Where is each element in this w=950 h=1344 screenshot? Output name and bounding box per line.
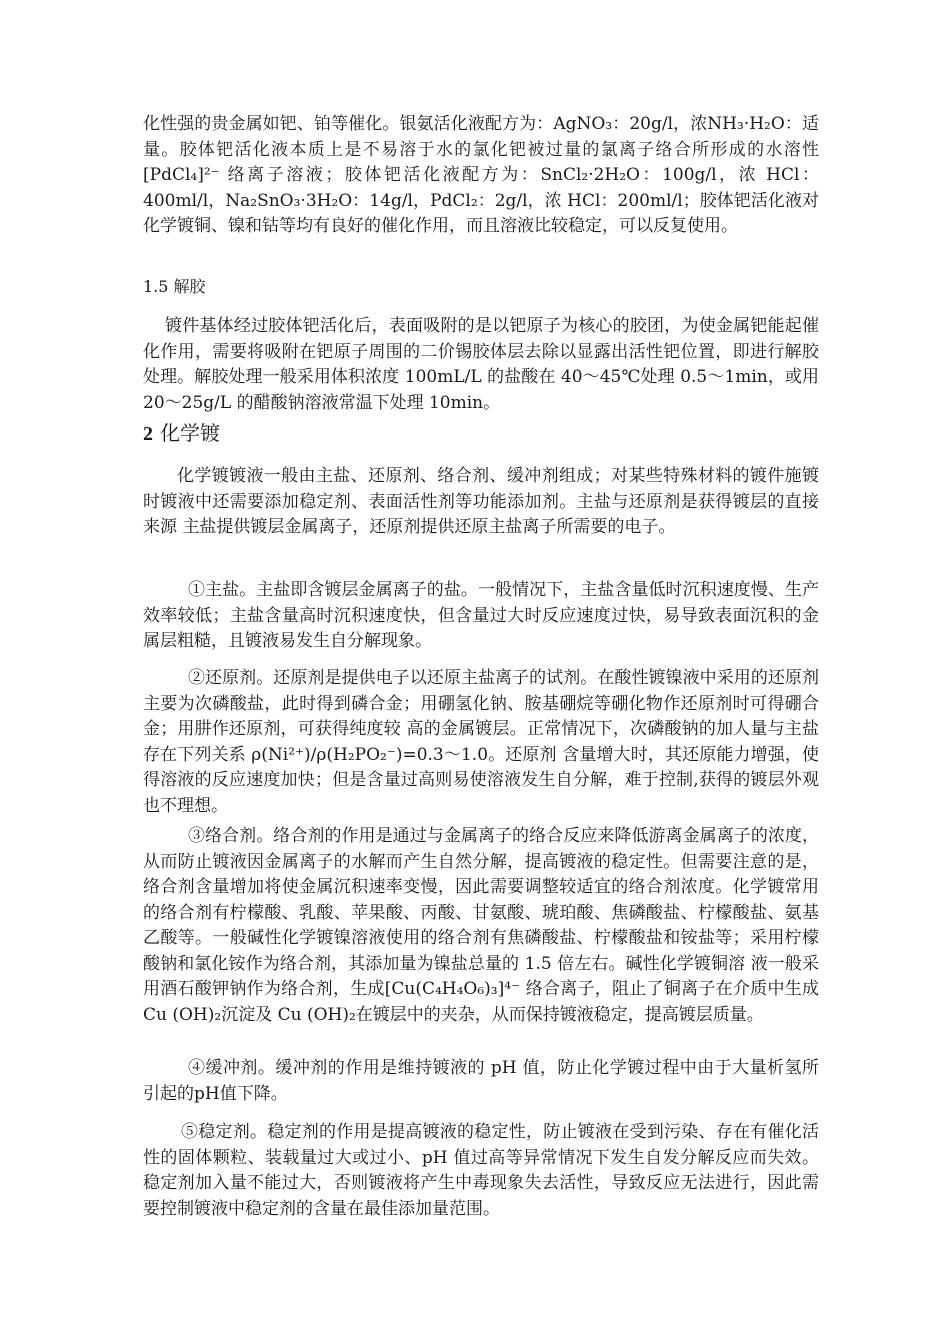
- paragraph-reducer: ②还原剂。还原剂是提供电子以还原主盐离子的试剂。在酸性镀镍液中采用的还原剂主要为次磷酸盐，此时得到磷合金；用硼氢化钠、胺基硼烷等硼化物作还原剂时可得硼合金；用肼作还原剂，可获得纯度较 高的金属镀层。正常情况下，次磷酸钠的加人量与主盐存在下列关系 ρ(Ni²⁺)/ρ(H₂PO₂⁻)=0.3～1.0。还原剂 含量增大时，其还原能力增强，使得溶液的反应速度加快；但是含量过高则易使溶液发生自分解，难于控制,获得的镀层外观也不理想。: [143, 668, 819, 816]
- section-number: 2: [143, 423, 153, 445]
- paragraph-activation: 化性强的贵金属如钯、铂等催化。银氨活化液配方为：AgNO₃：20g/l，浓NH₃·H₂O：适量。胶体钯活化液本质上是不易溶于水的氯化钯被过量的氯离子络合所形成的水溶性 [PdCl₄]²⁻ 络离子溶液；胶体钯活化液配方为：SnCl₂·2H₂O：100g/l，浓 HCl：400ml/l，Na₂SnO₃·3H₂O：14g/l，PdCl₂：2g/l，浓 HCl：200ml/l；胶体钯活化液对化学镀铜、镍和钴等均有良好的催化作用，而且溶液比较稳定，可以反复使用。: [143, 114, 819, 236]
- paragraph-buffer: ④缓冲剂。缓冲剂的作用是维持镀液的 pH 值，防止化学镀过程中由于大量析氢所引起的pH值下降。: [143, 1058, 819, 1104]
- paragraph-intro: 化学镀镀液一般由主盐、还原剂、络合剂、缓冲剂组成；对某些特殊材料的镀件施镀时镀液中还需要添加稳定剂、表面活性剂等功能添加剂。主盐与还原剂是获得镀层的直接来源 主盐提供镀层金属离子，还原剂提供还原主盐离子所需要的电子。: [143, 466, 819, 537]
- section-heading-1-5: 1.5 解胶: [143, 277, 206, 296]
- paragraph-complexant: ③络合剂。络合剂的作用是通过与金属离子的络合反应来降低游离金属离子的浓度，从而防止镀液因金属离子的水解而产生自然分解，提高镀液的稳定性。但需要注意的是，络合剂含量增加将使金属沉积速率变慢，因此需要调整较适宜的络合剂浓度。化学镀常用的络合剂有柠檬酸、乳酸、苹果酸、丙酸、甘氨酸、琥珀酸、焦磷酸盐、柠檬酸盐、氨基乙酸等。一般碱性化学镀镍溶液使用的络合剂有焦磷酸盐、柠檬酸盐和铵盐等；采用柠檬酸钠和氯化铵作为络合剂，其添加量为镍盐总量的 1.5 倍左右。碱性化学镀铜溶 液一般采用酒石酸钾钠作为络合剂，生成[Cu(C₄H₄O₆)₃]⁴⁻ 络合离子，阻止了铜离子在介质中生成 Cu (OH)₂沉淀及 Cu (OH)₂在镀层中的夹杂，从而保持镀液稳定，提高镀层质量。: [143, 826, 819, 1025]
- section-heading-2: [143, 420, 220, 447]
- paragraph-stabilizer: ⑤稳定剂。稳定剂的作用是提高镀液的稳定性，防止镀液在受到污染、存在有催化活性的固体颗粒、装载量过大或过小、pH 值过高等异常情况下发生自发分解反应而失效。稳定剂加入量不能过大，否则镀液将产生中毒现象失去活性，导致反应无法进行，因此需要控制镀液中稳定剂的含量在最佳添加量范围。: [143, 1122, 819, 1219]
- paragraph-dispergation: 镀件基体经过胶体钯活化后，表面吸附的是以钯原子为核心的胶团，为使金属钯能起催化作用，需要将吸附在钯原子周围的二价锡胶体层去除以显露出活性钯位置，即进行解胶处理。解胶处理一般采用体积浓度 100mL/L 的盐酸在 40～45℃处理 0.5～1min，或用 20～25g/L 的醋酸钠溶液常温下处理 10min。: [143, 316, 819, 413]
- paragraph-main-salt: ①主盐。主盐即含镀层金属离子的盐。一般情况下，主盐含量低时沉积速度慢、生产效率较低；主盐含量高时沉积速度快，但含量过大时反应速度过快，易导致表面沉积的金属层粗糙，且镀液易发生自分解现象。: [143, 580, 819, 651]
- section-title: 化学镀: [159, 421, 220, 445]
